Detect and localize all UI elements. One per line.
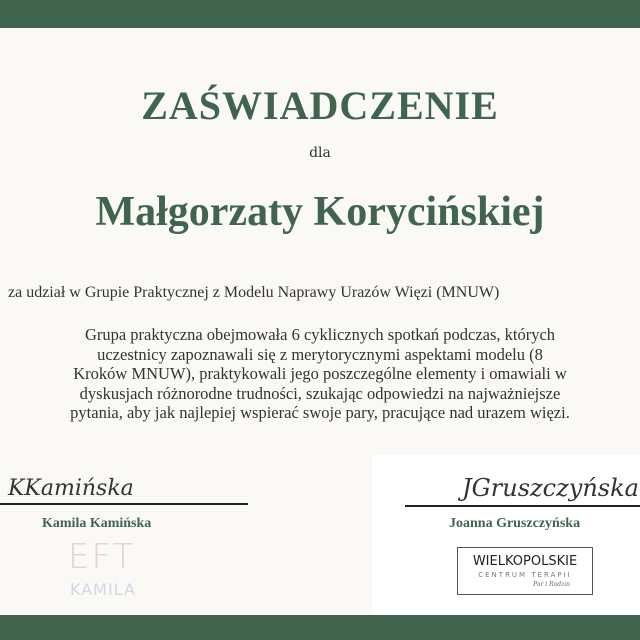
signer-name-right: Joanna Gruszczyńska — [449, 516, 581, 531]
logo-line-1: WIELKOPOLSKIE — [472, 554, 578, 569]
wctpr-logo — [457, 547, 593, 595]
signature-line-right — [405, 505, 640, 507]
signer-name-left: Kamila Kamińska — [42, 516, 152, 531]
description-line: dyskusjach różnorodne trudności, szukając odpowiedzi na najważniejsze — [79, 383, 561, 403]
bottom-border-band — [0, 615, 640, 640]
eft-logo-text: EFT — [68, 537, 136, 577]
description-line: pytania, aby jak najlepiej wspierać swoje pary, pracujące nad urazem więzi. — [70, 403, 570, 422]
top-border-band — [0, 0, 640, 28]
signature-gruszczynska: JGruszczyńska — [462, 474, 639, 502]
logo-line-2: CENTRUM TERAPII — [478, 571, 572, 579]
participation-text: za udział w Grupie Praktycznej z Modelu Naprawy Urazów Więzi (MNUW) — [8, 284, 500, 301]
description-paragraph — [0, 325, 640, 423]
recipient-name: Małgorzaty Korycińskiej — [95, 189, 545, 235]
for-label: dla — [309, 145, 331, 161]
logo-line-3: Par i Rodzin — [533, 581, 570, 588]
description-line: uczestnicy zapoznawali się z merytorycznymi aspektami modelu (8 — [97, 344, 543, 364]
description-line: Kroków MNUW), praktykowali jego poszczególne elementy i omawiali w — [73, 364, 567, 383]
signature-kaminska: KKamińska — [8, 476, 134, 501]
description-line: Grupa praktyczna obejmowała 6 cyklicznych spotkań podczas, których — [84, 325, 556, 344]
signature-line-left — [0, 503, 248, 505]
eft-logo-subtext: KAMILA — [70, 580, 136, 599]
certificate-title: ZAŚWIADCZENIE — [141, 83, 499, 128]
